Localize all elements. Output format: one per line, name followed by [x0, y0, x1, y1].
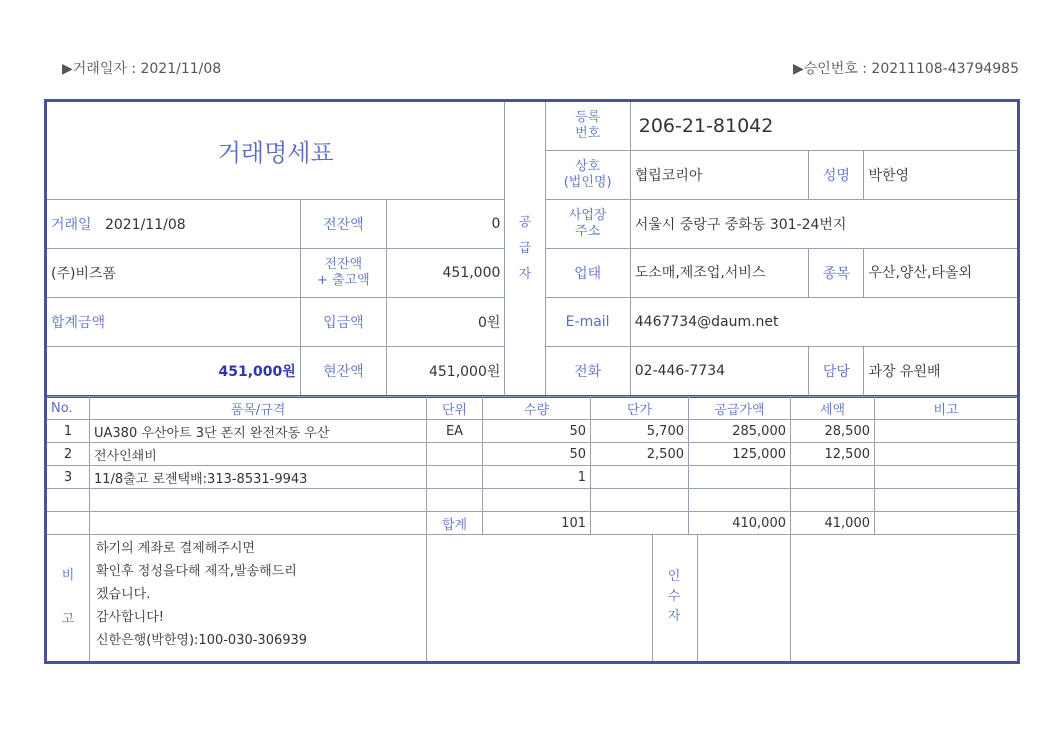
- prev-plus-out-value: 451,000: [387, 249, 505, 298]
- remarks-text: 하기의 계좌로 결제해주시면 확인후 정성을다해 제작,발송해드리 겠습니다. 감사합니다! 신한은행(박한영):100-030-306939: [90, 535, 427, 663]
- col-header-supply: 공급가액: [689, 397, 791, 420]
- supplier-vertical-label: 공 급 자: [505, 101, 545, 397]
- business-type-label: 업태: [545, 249, 630, 298]
- manager-value: 과장 유원배: [864, 347, 1019, 397]
- prev-balance-label: 전잔액: [300, 200, 386, 249]
- col-header-note: 비고: [875, 397, 1019, 420]
- sum-row: [46, 512, 1019, 535]
- row-no: 2: [46, 443, 90, 466]
- row-no: 3: [46, 466, 90, 489]
- row-qty: [483, 489, 591, 512]
- row-tax: [791, 489, 875, 512]
- col-header-qty: 수량: [483, 397, 591, 420]
- row-unit: EA: [427, 420, 483, 443]
- rep-name: 박한영: [864, 151, 1019, 200]
- row-supply: [689, 466, 791, 489]
- email-value: 4467734@daum.net: [630, 298, 1018, 347]
- business-item-value: 우산,양산,타올외: [864, 249, 1019, 298]
- row-tax: [791, 466, 875, 489]
- remarks-row: [46, 535, 1019, 663]
- current-balance-label: 현잔액: [300, 347, 386, 397]
- approval-number-header: ▶승인번호 : 20211108-43794985: [792, 61, 1019, 77]
- address-label: 사업장 주소: [545, 200, 630, 249]
- row-note: [875, 489, 1019, 512]
- items-header-row: [46, 397, 1019, 420]
- receiver-label: 인 수 자: [667, 569, 681, 624]
- statement-header-table: [44, 99, 1020, 398]
- deposit-label: 입금액: [300, 298, 386, 347]
- company-name: 협립코리아: [630, 151, 809, 200]
- sum-qty: 101: [483, 512, 591, 535]
- row-unit: [427, 466, 483, 489]
- reg-number-label: 등록 번호: [545, 101, 630, 151]
- current-balance-value: 451,000원: [387, 347, 505, 397]
- col-header-no: No.: [46, 397, 90, 420]
- row-price: [591, 466, 689, 489]
- address-value: 서울시 중랑구 중화동 301-24번지: [630, 200, 1018, 249]
- email-label: E-mail: [545, 298, 630, 347]
- row-price: [591, 489, 689, 512]
- remarks-label: 비 고: [46, 535, 90, 663]
- row-supply: 285,000: [689, 420, 791, 443]
- row-note: [875, 466, 1019, 489]
- row-supply: 125,000: [689, 443, 791, 466]
- rep-name-label: 성명: [809, 151, 864, 200]
- sum-label: 합계: [427, 512, 483, 535]
- row-qty: 50: [483, 443, 591, 466]
- row-price: 2,500: [591, 443, 689, 466]
- row-unit: [427, 489, 483, 512]
- customer-name: (주)비즈폼: [46, 249, 301, 298]
- prev-balance-value: 0: [387, 200, 505, 249]
- phone-value: 02-446-7734: [630, 347, 809, 397]
- row-no: 1: [46, 420, 90, 443]
- col-header-tax: 세액: [791, 397, 875, 420]
- trade-date-value: 2021/11/08: [104, 217, 186, 233]
- row-tax: 12,500: [791, 443, 875, 466]
- total-amount-value: 451,000원: [46, 347, 301, 397]
- trade-date-label: 거래일: [51, 217, 92, 233]
- table-row: [46, 420, 1019, 443]
- manager-label: 담당: [809, 347, 864, 397]
- col-header-item: 품목/규격: [90, 397, 427, 420]
- prev-plus-out-label: 전잔액 + 출고액: [300, 249, 386, 298]
- deposit-value: 0원: [387, 298, 505, 347]
- row-qty: 50: [483, 420, 591, 443]
- reg-number: 206-21-81042: [630, 101, 1018, 151]
- row-price: 5,700: [591, 420, 689, 443]
- table-row: [46, 443, 1019, 466]
- business-item-label: 종목: [809, 249, 864, 298]
- sum-supply: 410,000: [689, 512, 791, 535]
- row-item: 전사인쇄비: [90, 443, 427, 466]
- row-qty: 1: [483, 466, 591, 489]
- row-tax: 28,500: [791, 420, 875, 443]
- sum-tax: 41,000: [791, 512, 875, 535]
- row-no: [46, 489, 90, 512]
- table-row: [46, 489, 1019, 512]
- row-item: UA380 우산아트 3단 폰지 완전자동 우산: [90, 420, 427, 443]
- row-supply: [689, 489, 791, 512]
- receiver-area: [427, 535, 791, 663]
- document-title: 거래명세표: [46, 101, 505, 200]
- table-row: [46, 466, 1019, 489]
- phone-label: 전화: [545, 347, 630, 397]
- row-unit: [427, 443, 483, 466]
- col-header-price: 단가: [591, 397, 689, 420]
- trade-date-header: ▶거래일자 : 2021/11/08: [62, 61, 222, 77]
- total-amount-label: 합계금액: [46, 298, 301, 347]
- row-note: [875, 443, 1019, 466]
- row-item: [90, 489, 427, 512]
- col-header-unit: 단위: [427, 397, 483, 420]
- items-table: [44, 396, 1020, 664]
- row-item: 11/8출고 로젠택배:313-8531-9943: [90, 466, 427, 489]
- company-label: 상호 (법인명): [545, 151, 630, 200]
- business-type-value: 도소매,제조업,서비스: [630, 249, 809, 298]
- row-note: [875, 420, 1019, 443]
- trade-date-cell: [46, 200, 301, 249]
